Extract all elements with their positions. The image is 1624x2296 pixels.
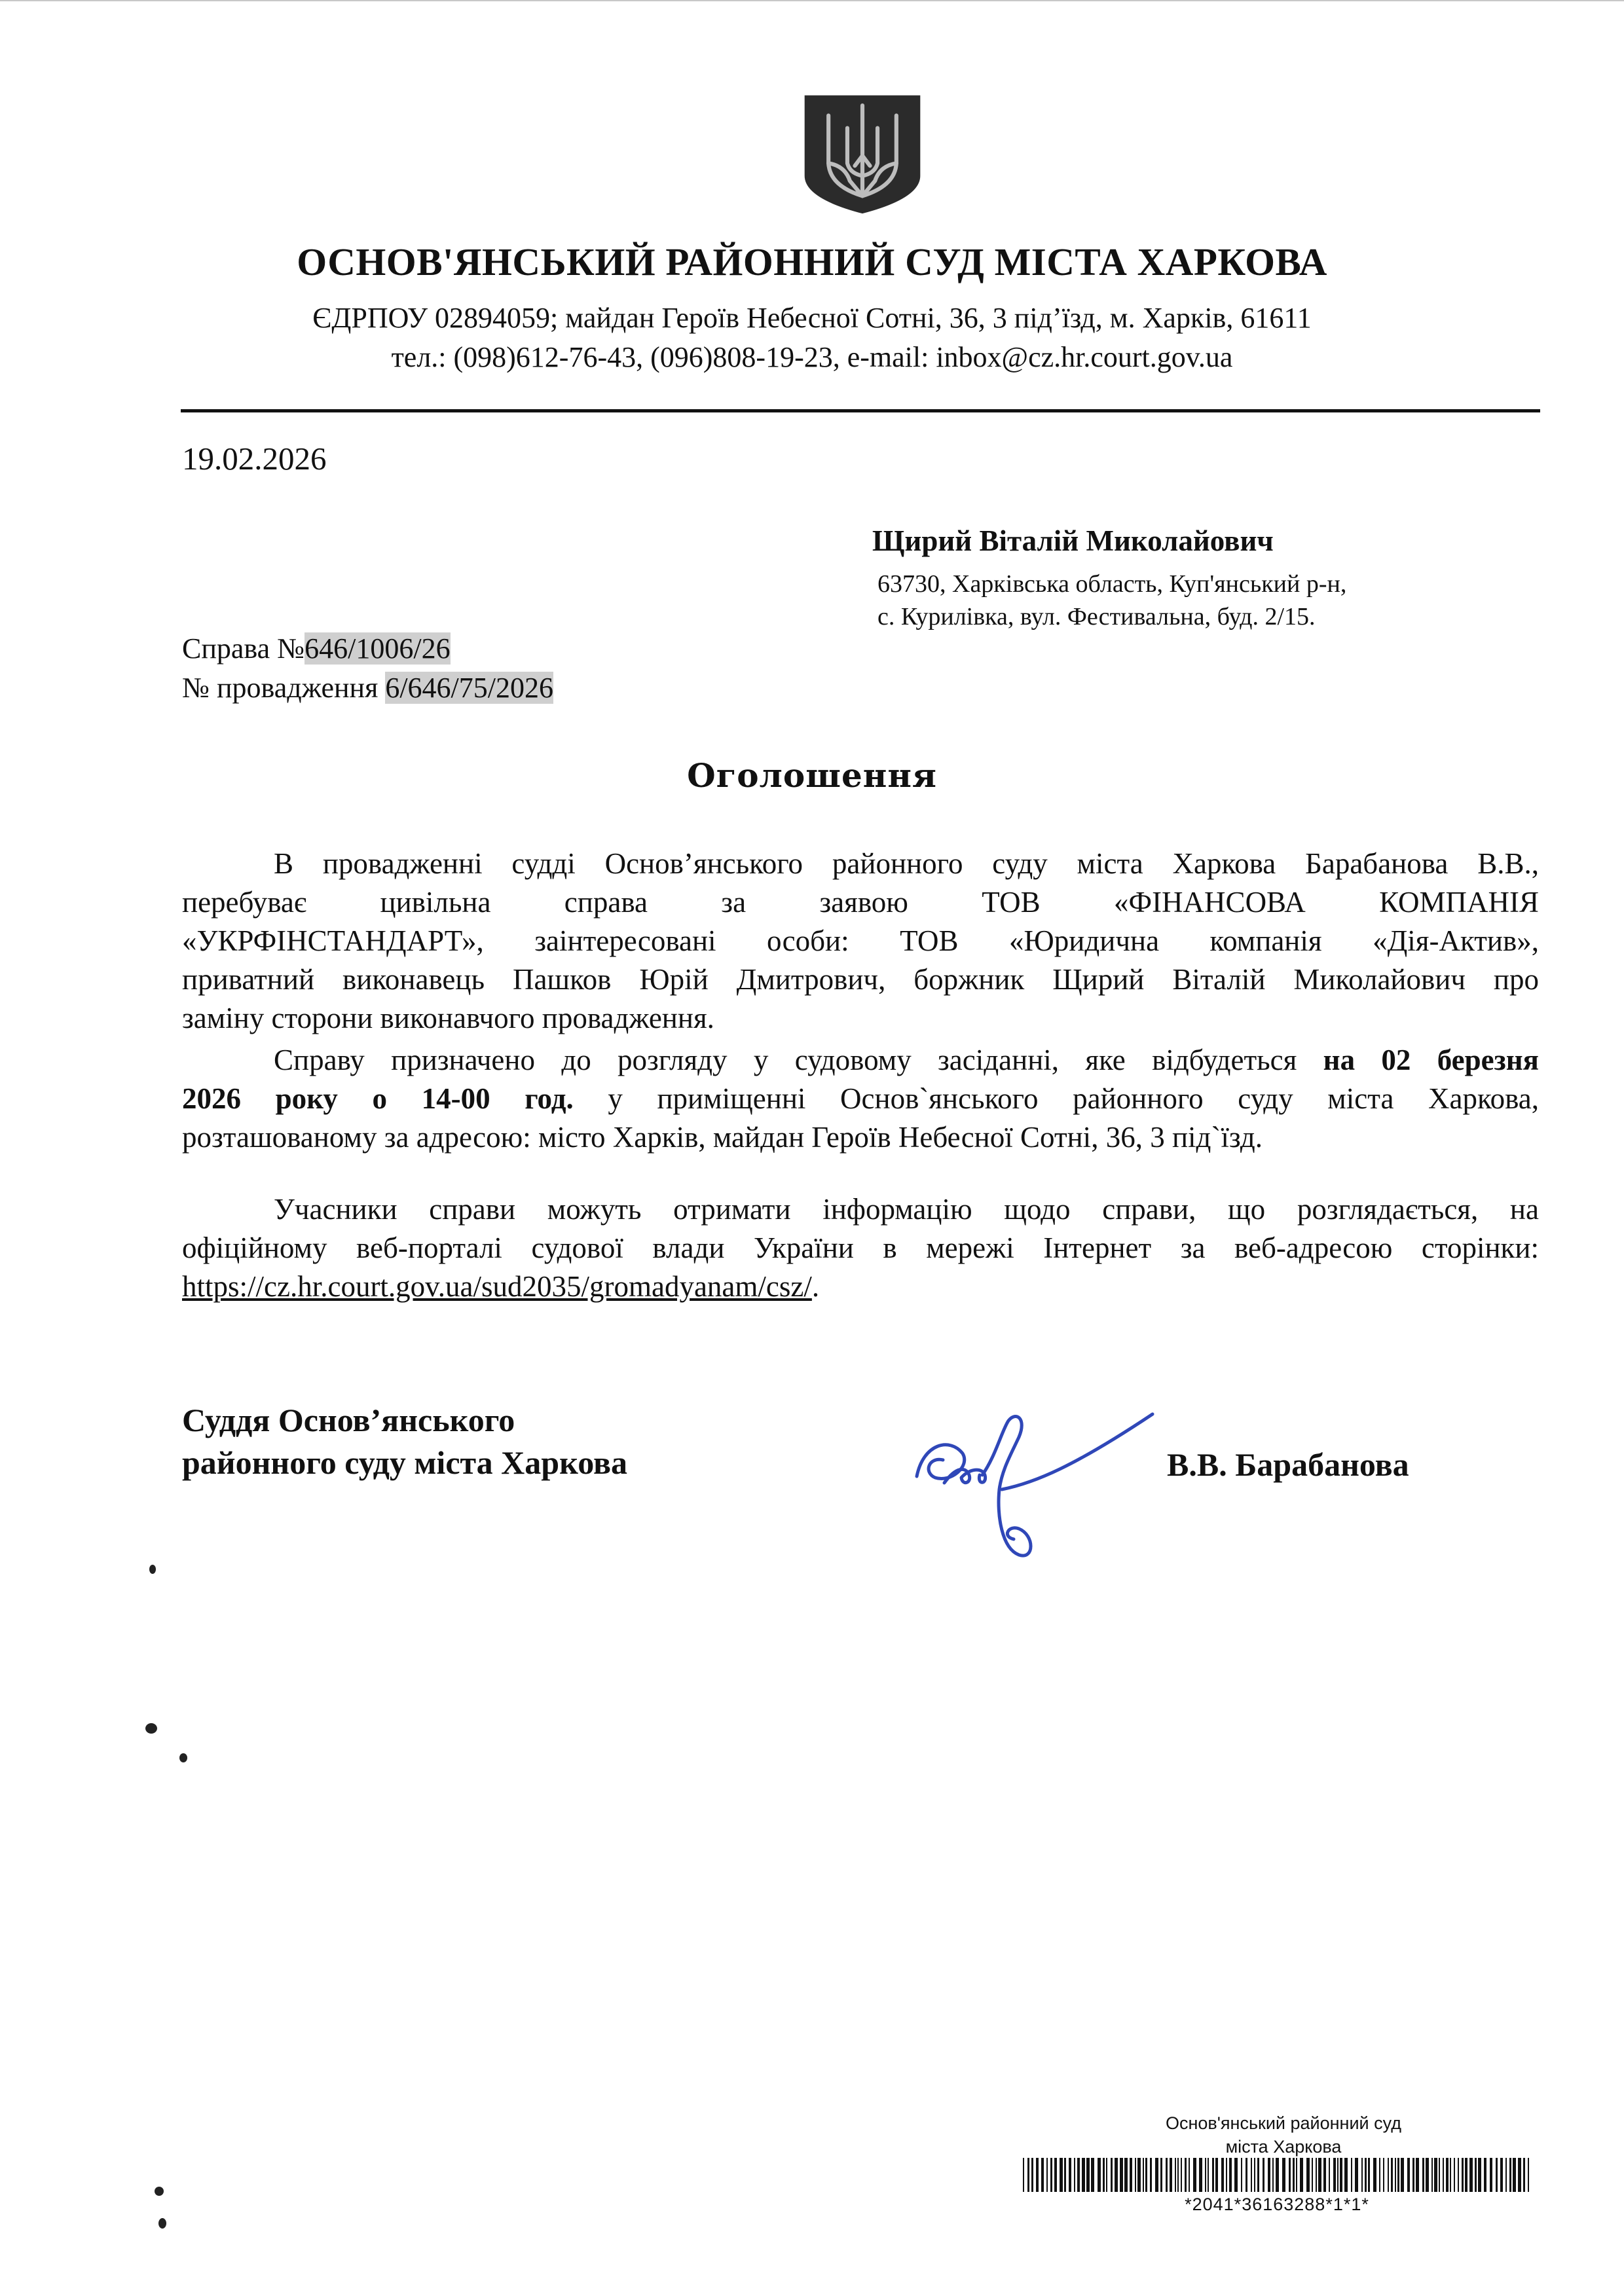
barcode-bar bbox=[1518, 2158, 1521, 2192]
registry-stamp-court: Основ'янський районний суд bbox=[1166, 2113, 1401, 2133]
barcode-bar bbox=[1246, 2158, 1247, 2192]
hearing-date: на 02 березня bbox=[1323, 1044, 1539, 1076]
barcode-bar bbox=[1426, 2158, 1429, 2192]
barcode-bar bbox=[1395, 2158, 1396, 2192]
registry-barcode bbox=[1022, 2158, 1532, 2192]
barcode-bar bbox=[1254, 2158, 1255, 2192]
barcode-bar bbox=[1361, 2158, 1363, 2192]
barcode-bar bbox=[1046, 2158, 1048, 2192]
barcode-bar bbox=[1268, 2158, 1270, 2192]
barcode-bar bbox=[1300, 2158, 1303, 2192]
barcode-bar bbox=[1337, 2158, 1338, 2192]
barcode-bar bbox=[1351, 2158, 1352, 2192]
scan-speck bbox=[149, 1565, 156, 1574]
case-number-label: Справа № bbox=[182, 632, 305, 665]
barcode-bar bbox=[1431, 2158, 1433, 2192]
barcode-bar bbox=[1462, 2158, 1464, 2192]
barcode-bar bbox=[1388, 2158, 1389, 2192]
barcode-bar bbox=[1289, 2158, 1291, 2192]
barcode-bar bbox=[1333, 2158, 1336, 2192]
announcement-title: Оголошення bbox=[687, 756, 937, 795]
announcement-paragraph-1 bbox=[182, 845, 1539, 1038]
barcode-bar bbox=[1365, 2158, 1367, 2192]
barcode-bar bbox=[1135, 2158, 1136, 2192]
barcode-bar bbox=[1143, 2158, 1144, 2192]
barcode-bar bbox=[1276, 2158, 1279, 2192]
court-address-line: ЄДРПОУ 02894059; майдан Героїв Небесної Сотні, 36, 3 під’їзд, м. Харків, 61611 bbox=[312, 302, 1312, 334]
barcode-bar bbox=[1205, 2158, 1206, 2192]
barcode-bar bbox=[1446, 2158, 1449, 2192]
barcode-bar bbox=[1077, 2158, 1080, 2192]
recipient-address-line-1: 63730, Харківська область, Куп'янський р-н, bbox=[877, 570, 1347, 598]
barcode-bar bbox=[1368, 2158, 1370, 2192]
barcode-bar bbox=[1383, 2158, 1384, 2192]
barcode-bar bbox=[1257, 2158, 1259, 2192]
barcode-bar bbox=[1115, 2158, 1118, 2192]
barcode-bar bbox=[1241, 2158, 1242, 2192]
barcode-bar bbox=[1155, 2158, 1158, 2192]
barcode-bar bbox=[1263, 2158, 1264, 2192]
barcode-bar bbox=[1391, 2158, 1393, 2192]
barcode-bar bbox=[1379, 2158, 1380, 2192]
barcode-bar bbox=[1215, 2158, 1218, 2192]
barcode-bar bbox=[1064, 2158, 1066, 2192]
barcode-number: *2041*36163288*1*1* bbox=[1185, 2195, 1369, 2214]
barcode-bar bbox=[1443, 2158, 1444, 2192]
barcode-bar bbox=[1074, 2158, 1075, 2192]
barcode-bar bbox=[1454, 2158, 1455, 2192]
barcode-bar bbox=[1318, 2158, 1321, 2192]
barcode-bar bbox=[1439, 2158, 1440, 2192]
barcode-bar bbox=[1103, 2158, 1105, 2192]
barcode-bar bbox=[1170, 2158, 1172, 2192]
barcode-bar bbox=[1316, 2158, 1317, 2192]
barcode-bar bbox=[1407, 2158, 1410, 2192]
barcode-bar bbox=[1189, 2158, 1190, 2192]
barcode-bar bbox=[1193, 2158, 1196, 2192]
barcode-bar bbox=[1412, 2158, 1414, 2192]
link-suffix: . bbox=[811, 1270, 820, 1303]
barcode-bar bbox=[1050, 2158, 1052, 2192]
barcode-bar bbox=[1082, 2158, 1085, 2192]
barcode-bar bbox=[1401, 2158, 1404, 2192]
judge-name: В.В. Барабанова bbox=[1167, 1446, 1409, 1483]
barcode-bar bbox=[1465, 2158, 1467, 2192]
registry-stamp-city: міста Харкова bbox=[1225, 2137, 1342, 2157]
barcode-bar bbox=[1505, 2158, 1507, 2192]
paragraph-1-line: приватний виконавець Пашков Юрій Дмитрович, боржник Щирий Віталій Миколайович про bbox=[182, 963, 1539, 996]
barcode-bar bbox=[1490, 2158, 1492, 2192]
barcode-bar bbox=[1175, 2158, 1176, 2192]
barcode-bar bbox=[1513, 2158, 1516, 2192]
scan-speck bbox=[179, 1753, 187, 1762]
barcode-bar bbox=[1500, 2158, 1503, 2192]
barcode-bar bbox=[1496, 2158, 1498, 2192]
barcode-bar bbox=[1106, 2158, 1107, 2192]
paragraph-2-line bbox=[182, 1041, 1539, 1080]
barcode-bar bbox=[1098, 2158, 1101, 2192]
barcode-bar bbox=[1166, 2158, 1168, 2192]
court-contacts-line: тел.: (098)612-76-43, (096)808-19-23, e-mail: inbox@cz.hr.court.gov.ua bbox=[391, 341, 1233, 373]
barcode-bar bbox=[1312, 2158, 1313, 2192]
barcode-bar bbox=[1054, 2158, 1057, 2192]
paragraph-1-line: В провадженні судді Основ’янського районного суду міста Харкова Барабанова В.В., bbox=[274, 847, 1539, 880]
court-portal-link[interactable]: https://cz.hr.court.gov.ua/sud2035/gromadyanam/csz/ bbox=[182, 1270, 812, 1303]
document-date: 19.02.2026 bbox=[182, 441, 327, 477]
barcode-bar bbox=[1528, 2158, 1529, 2192]
barcode-bar bbox=[1478, 2158, 1481, 2192]
recipient-address-line-2: с. Курилівка, вул. Фестивальна, буд. 2/15. bbox=[877, 603, 1316, 630]
barcode-bar bbox=[1177, 2158, 1179, 2192]
barcode-bar bbox=[1023, 2158, 1024, 2192]
barcode-bar bbox=[1323, 2158, 1326, 2192]
barcode-bar bbox=[1469, 2158, 1473, 2192]
barcode-bar bbox=[1145, 2158, 1147, 2192]
barcode-bar bbox=[1229, 2158, 1232, 2192]
paragraph-1-line: «УКРФІНСТАНДАРТ», заінтересовані особи: ТОВ «Юридична компанія «Дія-Актив», bbox=[182, 924, 1539, 957]
barcode-bar bbox=[1086, 2158, 1090, 2192]
barcode-bar bbox=[1091, 2158, 1094, 2192]
paragraph-2-line bbox=[182, 1080, 1539, 1118]
barcode-bar bbox=[1027, 2158, 1029, 2192]
barcode-bar bbox=[1450, 2158, 1451, 2192]
barcode-bar bbox=[1137, 2158, 1141, 2192]
judge-title-line-2: районного суду міста Харкова bbox=[182, 1444, 628, 1481]
case-number: 646/1006/26 bbox=[304, 632, 451, 665]
barcode-bar bbox=[1329, 2158, 1330, 2192]
barcode-bar bbox=[1221, 2158, 1224, 2192]
recipient-name: Щирий Віталій Миколайович bbox=[872, 524, 1274, 557]
hearing-text: Справу призначено до розгляду у судовому засіданні, яке відбудеться bbox=[274, 1044, 1323, 1076]
barcode-bar bbox=[1120, 2158, 1123, 2192]
barcode-bar bbox=[1475, 2158, 1477, 2192]
barcode-bar bbox=[1484, 2158, 1486, 2192]
barcode-bar bbox=[1041, 2158, 1044, 2192]
barcode-bar bbox=[1251, 2158, 1252, 2192]
paragraph-3-line: офіційному веб-порталі судової влади України в мережі Інтернет за веб-адресою сторінки: bbox=[182, 1231, 1539, 1264]
paragraph-3-line bbox=[182, 1267, 1539, 1306]
barcode-bar bbox=[1111, 2158, 1113, 2192]
scan-edge-line bbox=[0, 0, 1624, 1]
judge-title-line-1: Суддя Основ’янського bbox=[182, 1402, 515, 1438]
paragraph-2-line: розташованому за адресою: місто Харків, майдан Героїв Небесної Сотні, 36, 3 під`їзд. bbox=[182, 1121, 1263, 1154]
barcode-bar bbox=[1069, 2158, 1071, 2192]
trident-emblem-icon bbox=[799, 90, 926, 216]
barcode-bar bbox=[1340, 2158, 1342, 2192]
barcode-bar bbox=[1226, 2158, 1227, 2192]
announcement-paragraph-2 bbox=[182, 1041, 1539, 1157]
proceeding-number: 6/646/75/2026 bbox=[385, 672, 554, 704]
barcode-bar bbox=[1282, 2158, 1285, 2192]
proceeding-number-line bbox=[182, 671, 553, 704]
barcode-bar bbox=[1160, 2158, 1162, 2192]
barcode-bar bbox=[1523, 2158, 1525, 2192]
barcode-bar bbox=[1458, 2158, 1459, 2192]
header-divider bbox=[181, 409, 1540, 412]
barcode-bar bbox=[1344, 2158, 1348, 2192]
handwritten-signature bbox=[904, 1391, 1166, 1575]
court-name-heading: ОСНОВ'ЯНСЬКИЙ РАЙОННИЙ СУД МІСТА ХАРКОВА bbox=[297, 240, 1327, 283]
paragraph-1-line: заміну сторони виконавчого провадження. bbox=[182, 1002, 714, 1034]
hearing-place-text: у приміщенні Основ`янського районного суду міста Харкова, bbox=[573, 1082, 1539, 1115]
barcode-bar bbox=[1272, 2158, 1274, 2192]
case-number-line bbox=[182, 632, 451, 665]
barcode-bar bbox=[1373, 2158, 1376, 2192]
barcode-bar bbox=[1293, 2158, 1295, 2192]
barcode-bar bbox=[1296, 2158, 1297, 2192]
barcode-bar bbox=[1397, 2158, 1399, 2192]
barcode-bar bbox=[1130, 2158, 1132, 2192]
barcode-bar bbox=[1416, 2158, 1419, 2192]
hearing-time: 2026 року о 14-00 год. bbox=[182, 1082, 574, 1115]
barcode-bar bbox=[1124, 2158, 1128, 2192]
barcode-bar bbox=[1150, 2158, 1152, 2192]
barcode-bar bbox=[1434, 2158, 1437, 2192]
barcode-bar bbox=[1306, 2158, 1310, 2192]
announcement-paragraph-3 bbox=[182, 1190, 1539, 1306]
barcode-bar bbox=[1355, 2158, 1358, 2192]
barcode-bar bbox=[1199, 2158, 1202, 2192]
barcode-bar bbox=[1509, 2158, 1511, 2192]
barcode-bar bbox=[1422, 2158, 1424, 2192]
paragraph-1-line: перебуває цивільна справа за заявою ТОВ «ФІНАНСОВА КОМПАНІЯ bbox=[182, 886, 1539, 919]
scan-speck bbox=[145, 1723, 157, 1734]
scan-speck bbox=[155, 2187, 164, 2196]
barcode-bar bbox=[1031, 2158, 1033, 2192]
barcode-bar bbox=[1036, 2158, 1039, 2192]
paragraph-3-line: Учасники справи можуть отримати інформацію щодо справи, що розглядається, на bbox=[274, 1193, 1539, 1226]
barcode-bar bbox=[1185, 2158, 1187, 2192]
proceeding-number-label: № провадження bbox=[182, 672, 386, 704]
barcode-bar bbox=[1181, 2158, 1182, 2192]
barcode-bar bbox=[1234, 2158, 1238, 2192]
barcode-bar bbox=[1060, 2158, 1063, 2192]
scan-speck bbox=[158, 2218, 166, 2229]
barcode-bar bbox=[1208, 2158, 1209, 2192]
barcode-bar bbox=[1212, 2158, 1214, 2192]
